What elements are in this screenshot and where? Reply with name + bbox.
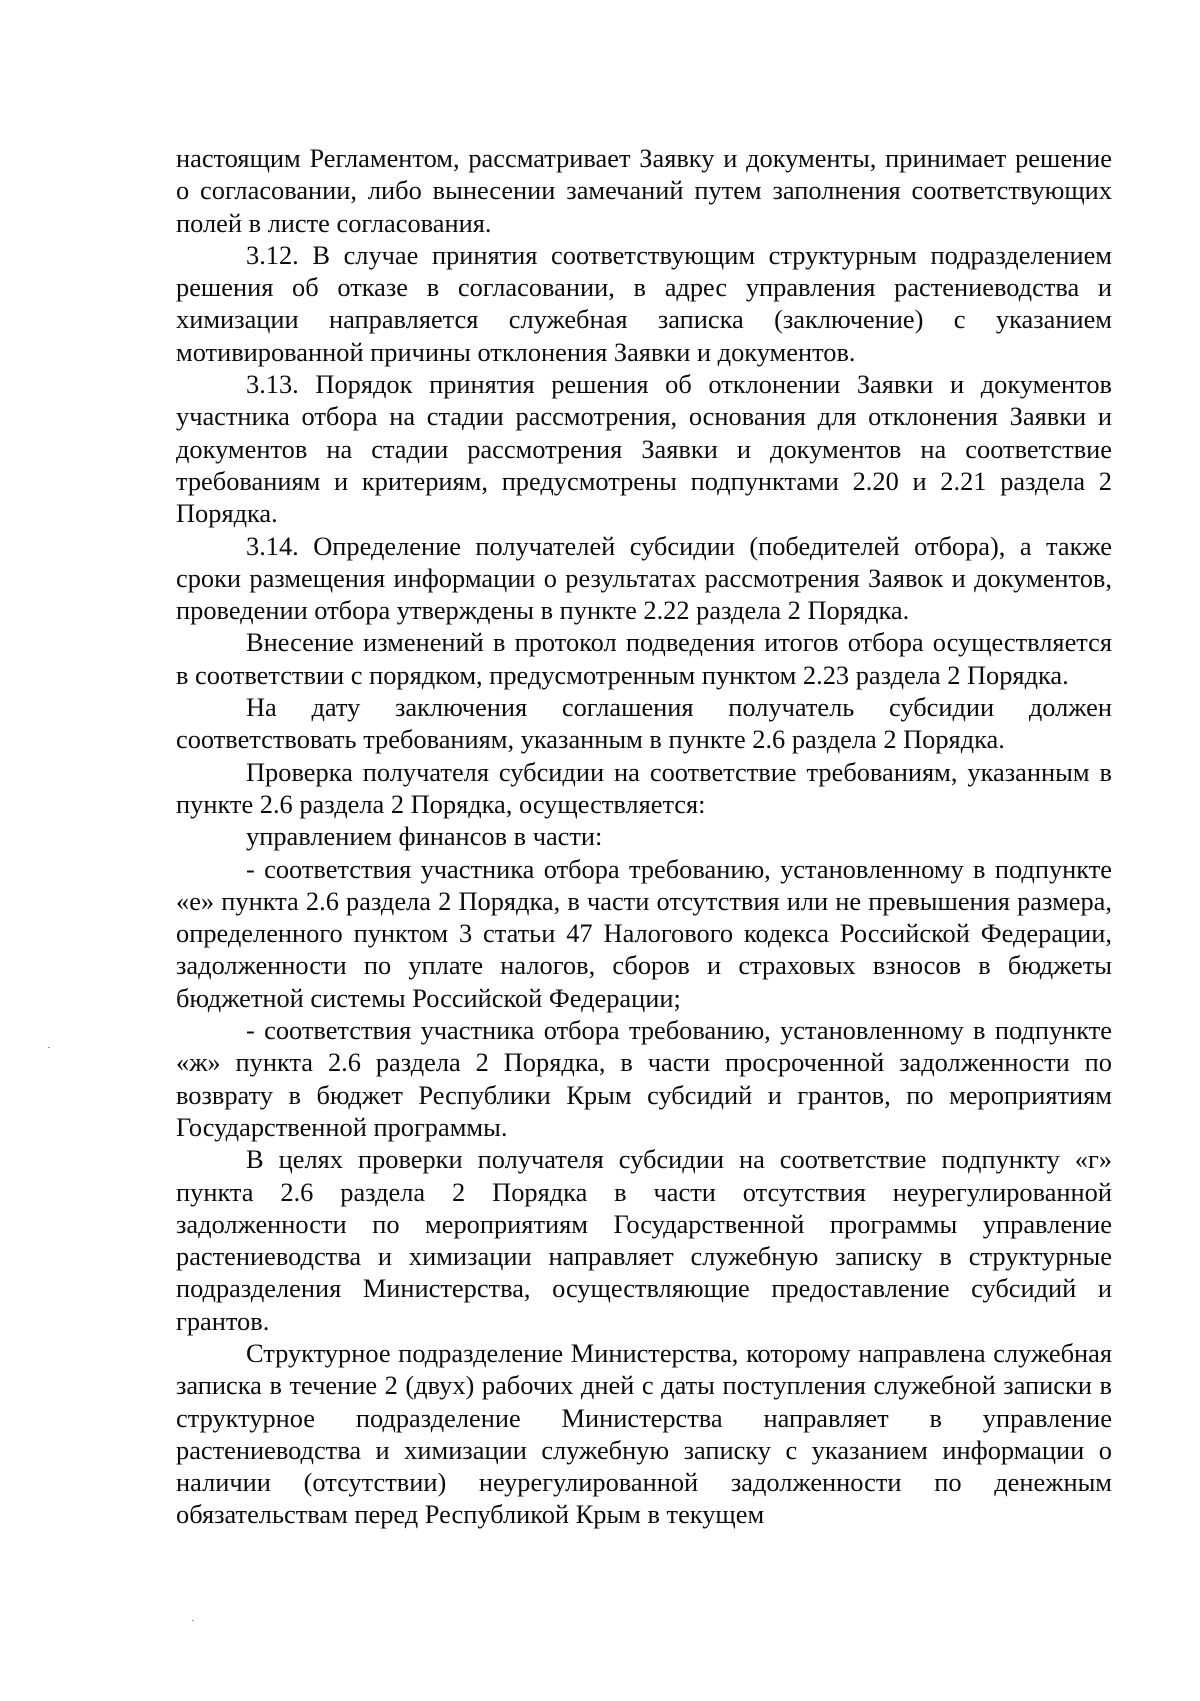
scan-speck <box>192 1620 194 1621</box>
paragraph-finance-department: управлением финансов в части: <box>246 821 603 852</box>
paragraph-3-14: 3.14. Определение получателей субсидии (победителей отбора), а также сроки размещения информации о результатах рассмотрения Заявок и документов, проведении отбора утверждены в пункте 2.22 раздела 2 Порядка. <box>176 530 1112 626</box>
paragraph-requirement-g: В целях проверки получателя субсидии на соответствие подпункту «г» пункта 2.6 раздела 2 Порядка в части отсутствия неурегулированной задолженности по мероприятиям Государственной программы управление растениеводства и химизации направляет служебную записку в структурные подразделения Министерства, осуществляющие предоставление субсидий и грантов. <box>176 1144 1112 1336</box>
paragraph-3-12: 3.12. В случае принятия соответствующим структурным подразделением решения об отказе в согласовании, в адрес управления растениеводства и химизации направляется служебная записка (заключение) с указанием мотивированной причины отклонения Заявки и документов. <box>176 239 1112 367</box>
paragraph-structural-unit: Структурное подразделение Министерства, которому направлена служебная записка в течение 2 (двух) рабочих дней с даты поступления служебной записки в структурное подразделение Министерства направляет в управление растениеводства и химизации служебную записку с указанием информации о наличии (отсутствии) неурегулированной задолженности по денежным обязательствам перед Республикой Крым в текущем <box>176 1337 1112 1530</box>
list-item-requirement-e: - соответствия участника отбора требованию, установленному в подпункте «е» пункта 2.6 раздела 2 Порядка, в части отсутствия или не превышения размера, определенного пунктом 3 статьи 47 Налогового кодекса Российской Федерации, задолженности по уплате налогов, сборов и страховых взносов в бюджеты бюджетной системы Российской Федерации; <box>176 853 1112 1013</box>
document-page <box>176 142 1112 1531</box>
paragraph-3-13: 3.13. Порядок принятия решения об отклонении Заявки и документов участника отбора на стадии рассмотрения, основания для отклонения Заявки и документов на стадии рассмотрения Заявки и документов на соответствие требованиям и критериям, предусмотрены подпунктами 2.20 и 2.21 раздела 2 Порядка. <box>176 369 1112 529</box>
paragraph-continuation: настоящим Регламентом, рассматривает Заявку и документы, принимает решение о согласовании, либо вынесении замечаний путем заполнения соответствующих полей в листе согласования. <box>176 143 1112 238</box>
list-item-requirement-zh: - соответствия участника отбора требованию, установленному в подпункте «ж» пункта 2.6 раздела 2 Порядка, в части просроченной задолженности по возврату в бюджет Республики Крым субсидий и грантов, по мероприятиям Государственной программы. <box>176 1015 1112 1142</box>
paragraph-protocol-changes: Внесение изменений в протокол подведения итогов отбора осуществляется в соответствии с порядком, предусмотренным пунктом 2.23 раздела 2 Порядка. <box>176 627 1112 690</box>
paragraph-verification: Проверка получателя субсидии на соответствие требованиям, указанным в пункте 2.6 раздела 2 Порядка, осуществляется: <box>176 756 1112 819</box>
scan-speck <box>48 1047 50 1048</box>
paragraph-agreement-date: На дату заключения соглашения получатель субсидии должен соответствовать требованиям, указанным в пункте 2.6 раздела 2 Порядка. <box>176 692 1112 755</box>
